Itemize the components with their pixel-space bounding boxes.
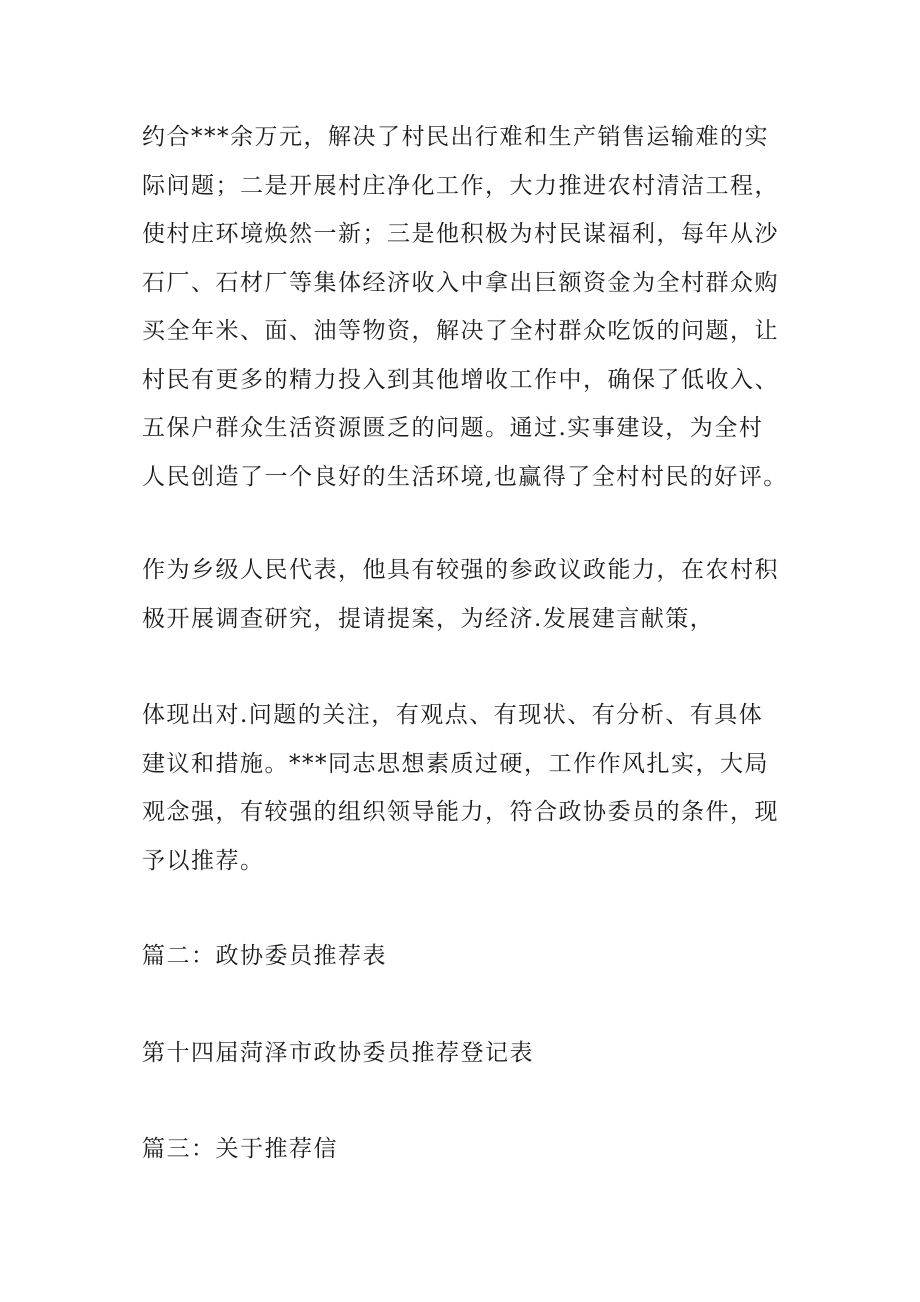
subsection-heading-registration-form	[142, 1029, 792, 1078]
text-line: 建议和措施。***同志思想素质过硬，工作作风扎实，大局	[142, 750, 769, 777]
text-line: 观念强，有较强的组织领导能力，符合政协委员的条件，现	[142, 799, 779, 825]
body-paragraph-2	[142, 546, 792, 643]
heading-text: 篇三：关于推荐信	[142, 1136, 338, 1162]
section-heading-part-two	[142, 932, 792, 981]
text-line: 人民创造了一个良好的生活环境,也赢得了全村村民的好评。	[142, 463, 788, 490]
text-line: 五保户群众生活资源匮乏的问题。通过.实事建设，为全村	[142, 415, 764, 441]
heading-text: 第十四届菏泽市政协委员推荐登记表	[142, 1040, 534, 1066]
text-line: 使村庄环境焕然一新；三是他积极为村民谋福利，每年从沙	[142, 221, 779, 247]
text-line: 予以推荐。	[142, 847, 265, 874]
section-heading-part-three	[142, 1125, 792, 1174]
text-line: 村民有更多的精力投入到其他增收工作中，确保了低收入、	[142, 366, 779, 393]
text-line: 约合***余万元，解决了村民出行难和生产销售运输难的实	[142, 124, 769, 150]
text-line: 极开展调查研究，提请提案，为经济.发展建言献策，	[142, 605, 715, 632]
heading-text: 篇二：政协委员推荐表	[142, 943, 387, 969]
text-line: 际问题；二是开展村庄净化工作，大力推进农村清洁工程，	[142, 172, 779, 199]
text-line: 石厂、石材厂等集体经济收入中拿出巨额资金为全村群众购	[142, 269, 779, 296]
text-line: 买全年米、面、油等物资，解决了全村群众吃饭的问题，让	[142, 318, 779, 344]
text-line: 体现出对.问题的关注，有观点、有现状、有分析、有具体	[142, 702, 764, 728]
text-line: 作为乡级人民代表，他具有较强的参政议政能力，在农村积	[142, 557, 779, 583]
body-paragraph-1	[142, 113, 792, 501]
body-paragraph-3	[142, 691, 792, 885]
